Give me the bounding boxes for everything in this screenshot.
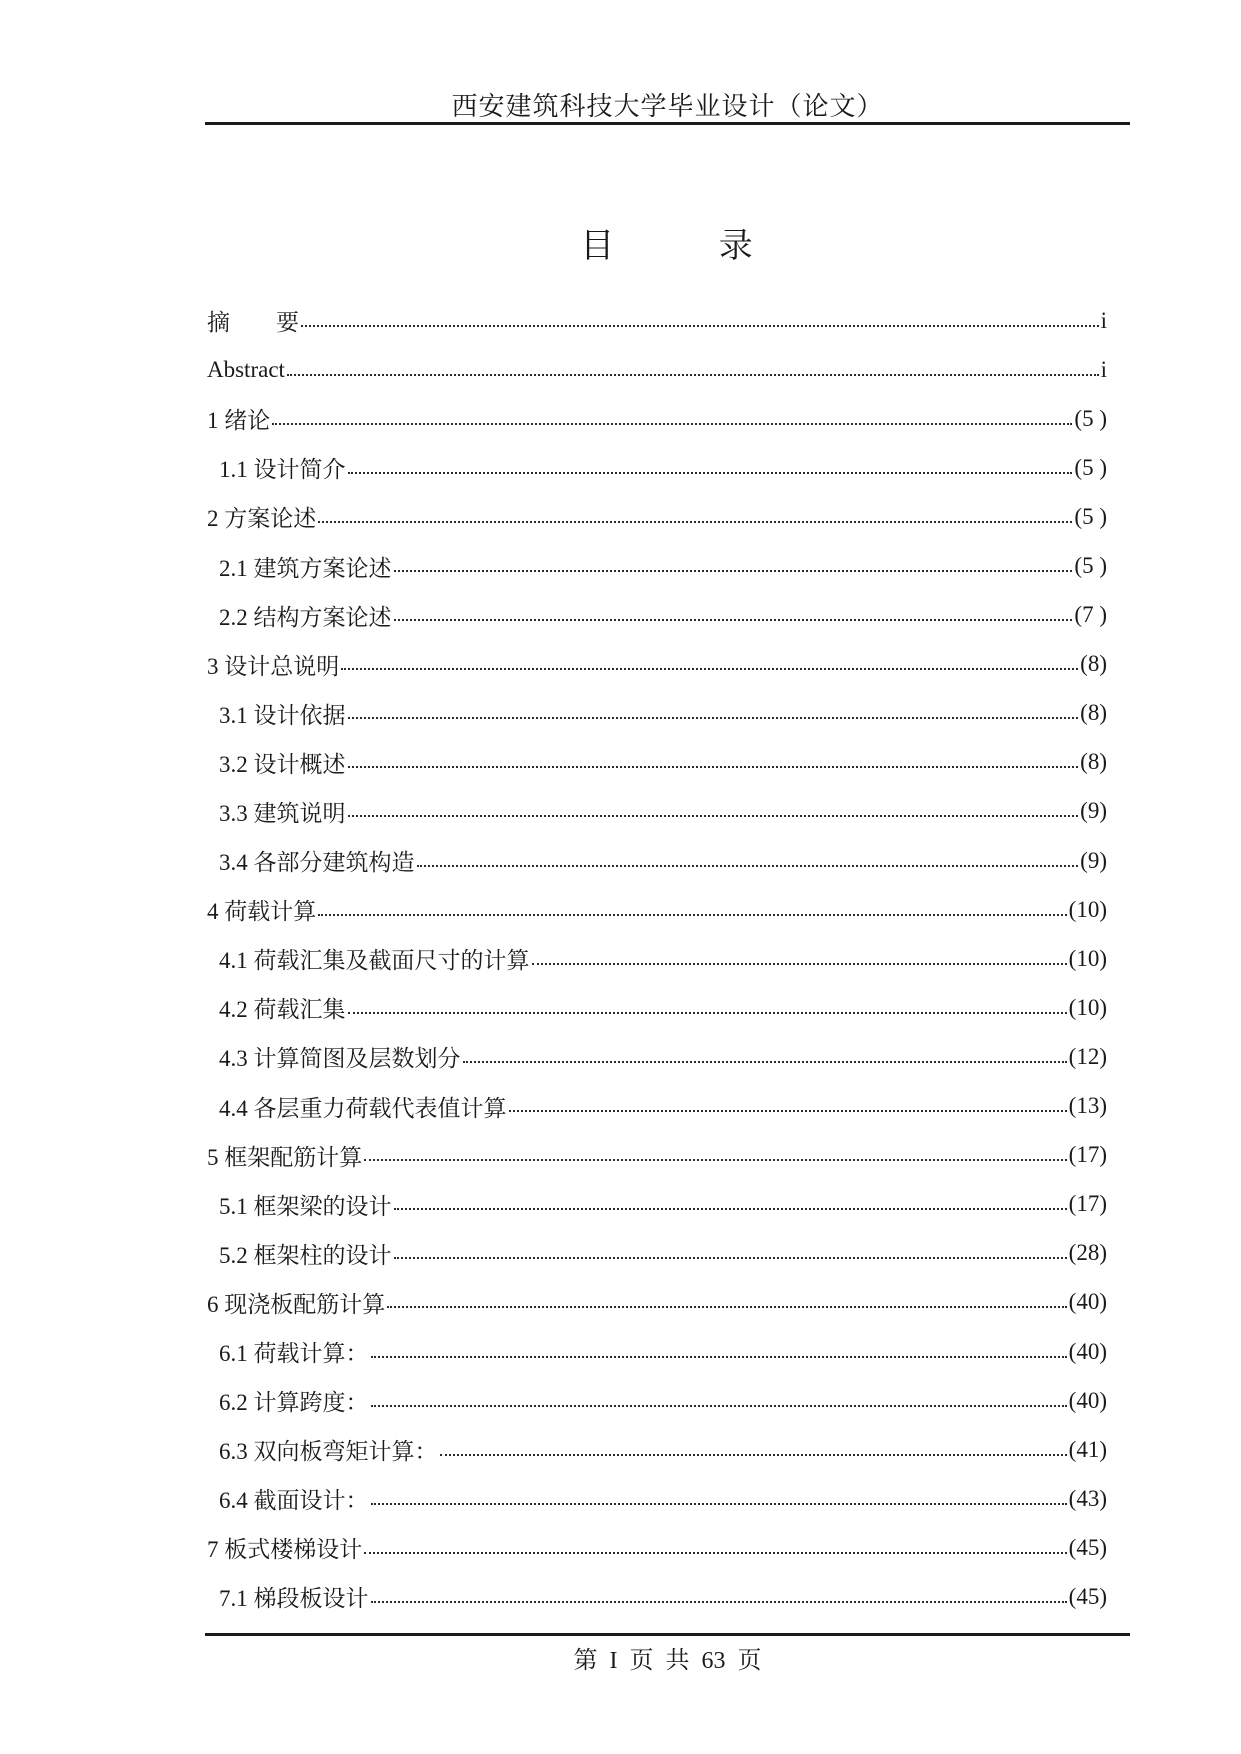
toc-entry[interactable] [207, 1082, 1107, 1131]
toc-entry-label: 2.2 结构方案论述 [219, 604, 392, 630]
toc-entry-label: 摘 要 [207, 310, 299, 336]
toc-entry-page: i [1100, 356, 1107, 382]
toc-title: 目 录 [580, 228, 755, 265]
toc-entry-page: (17) [1068, 1142, 1107, 1168]
toc-entry[interactable] [207, 885, 1107, 934]
toc-entry-page: (5 ) [1074, 553, 1107, 579]
toc-entry-page: (5 ) [1074, 405, 1107, 431]
table-of-contents [207, 296, 1107, 1622]
dot-leader [417, 865, 1079, 867]
dot-leader [364, 1552, 1066, 1554]
dot-leader [348, 815, 1079, 817]
dot-leader [364, 1159, 1066, 1161]
toc-entry-page: (9) [1080, 798, 1107, 824]
dot-leader [301, 325, 1099, 327]
toc-entry[interactable] [207, 689, 1107, 738]
dot-leader [272, 423, 1072, 425]
toc-entry-page: (5 ) [1074, 503, 1107, 529]
toc-entry-label: 1 绪论 [207, 408, 271, 434]
dot-leader [394, 1257, 1067, 1259]
toc-entry-label: 3 设计总说明 [207, 653, 340, 679]
toc-entry[interactable] [207, 1180, 1107, 1229]
toc-entry-page: (40) [1068, 1289, 1107, 1315]
toc-entry-page: (8) [1080, 749, 1107, 775]
dot-leader [371, 1356, 1067, 1358]
dot-leader [387, 1306, 1066, 1308]
toc-entry-label: 2.1 建筑方案论述 [219, 555, 392, 581]
toc-entry-label: 7.1 梯段板设计 [219, 1586, 369, 1612]
toc-entry[interactable] [207, 296, 1107, 345]
dot-leader [341, 668, 1078, 670]
running-header: 西安建筑科技大学毕业设计（论文） [451, 92, 884, 121]
toc-entry[interactable] [207, 541, 1107, 590]
toc-entry-label: Abstract [207, 356, 285, 382]
dot-leader [318, 914, 1066, 916]
dot-leader [394, 1208, 1067, 1210]
dot-leader [287, 374, 1099, 376]
toc-entry-label: 5 框架配筋计算 [207, 1144, 363, 1170]
toc-entry-label: 4 荷载计算 [207, 899, 317, 925]
toc-entry[interactable] [207, 787, 1107, 836]
page-footer: 第 I 页 共 63 页 [573, 1648, 762, 1674]
toc-entry-page: (7 ) [1074, 602, 1107, 628]
toc-entry-label: 6.4 截面设计： [219, 1488, 369, 1514]
dot-leader [394, 570, 1073, 572]
toc-entry[interactable] [207, 1327, 1107, 1376]
toc-entry[interactable] [207, 640, 1107, 689]
toc-entry[interactable] [207, 443, 1107, 492]
toc-entry-label: 3.1 设计依据 [219, 702, 346, 728]
toc-entry[interactable] [207, 1425, 1107, 1474]
dot-leader [318, 521, 1072, 523]
dot-leader [463, 1061, 1067, 1063]
toc-entry-label: 3.3 建筑说明 [219, 800, 346, 826]
dot-leader [509, 1110, 1067, 1112]
toc-entry-label: 6.3 双向板弯矩计算： [219, 1439, 438, 1465]
header-rule [205, 122, 1130, 125]
toc-entry-page: (45) [1068, 1583, 1107, 1609]
toc-entry-page: (9) [1080, 847, 1107, 873]
toc-entry-page: i [1100, 307, 1107, 333]
toc-entry[interactable] [207, 591, 1107, 640]
toc-entry[interactable] [207, 738, 1107, 787]
toc-entry-page: (13) [1068, 1093, 1107, 1119]
dot-leader [348, 766, 1079, 768]
toc-entry-label: 6.1 荷载计算： [219, 1341, 369, 1367]
toc-entry-page: (40) [1068, 1338, 1107, 1364]
dot-leader [348, 717, 1079, 719]
toc-entry[interactable] [207, 1278, 1107, 1327]
toc-entry-page: (8) [1080, 651, 1107, 677]
toc-entry[interactable] [207, 1474, 1107, 1523]
toc-entry-page: (41) [1068, 1436, 1107, 1462]
toc-entry[interactable] [207, 1523, 1107, 1572]
dot-leader [348, 1012, 1067, 1014]
toc-entry-label: 4.2 荷载汇集 [219, 997, 346, 1023]
toc-entry[interactable] [207, 1376, 1107, 1425]
toc-entry-label: 5.2 框架柱的设计 [219, 1242, 392, 1268]
toc-entry[interactable] [207, 934, 1107, 983]
toc-entry-label: 3.2 设计概述 [219, 751, 346, 777]
toc-entry[interactable] [207, 394, 1107, 443]
dot-leader [532, 963, 1067, 965]
toc-entry-page: (8) [1080, 700, 1107, 726]
toc-entry-page: (45) [1068, 1534, 1107, 1560]
toc-entry[interactable] [207, 1032, 1107, 1081]
toc-entry-label: 6.2 计算跨度： [219, 1390, 369, 1416]
dot-leader [371, 1601, 1067, 1603]
toc-entry-page: (10) [1068, 896, 1107, 922]
toc-entry[interactable] [207, 983, 1107, 1032]
toc-entry-label: 4.1 荷载汇集及截面尺寸的计算 [219, 948, 530, 974]
dot-leader [371, 1503, 1067, 1505]
toc-entry-page: (12) [1068, 1043, 1107, 1069]
toc-entry[interactable] [207, 836, 1107, 885]
toc-entry-page: (10) [1068, 945, 1107, 971]
toc-entry-page: (5 ) [1074, 454, 1107, 480]
dot-leader [348, 472, 1073, 474]
toc-entry[interactable] [207, 1229, 1107, 1278]
toc-entry-label: 4.3 计算简图及层数划分 [219, 1046, 461, 1072]
dot-leader [394, 619, 1073, 621]
dot-leader [440, 1454, 1067, 1456]
toc-entry-page: (28) [1068, 1240, 1107, 1266]
toc-entry-page: (10) [1068, 994, 1107, 1020]
toc-entry-label: 3.4 各部分建筑构造 [219, 850, 415, 876]
toc-entry-label: 4.4 各层重力荷载代表值计算 [219, 1095, 507, 1121]
footer-rule [205, 1633, 1130, 1636]
toc-entry-label: 7 板式楼梯设计 [207, 1537, 363, 1563]
toc-entry-page: (43) [1068, 1485, 1107, 1511]
toc-entry-page: (17) [1068, 1191, 1107, 1217]
toc-entry-label: 1.1 设计简介 [219, 457, 346, 483]
toc-entry[interactable] [207, 1572, 1107, 1621]
toc-entry-label: 2 方案论述 [207, 506, 317, 532]
dot-leader [371, 1405, 1067, 1407]
toc-entry-label: 5.1 框架梁的设计 [219, 1193, 392, 1219]
toc-entry[interactable] [207, 492, 1107, 541]
toc-entry-label: 6 现浇板配筋计算 [207, 1291, 386, 1317]
toc-entry-page: (40) [1068, 1387, 1107, 1413]
toc-entry[interactable] [207, 345, 1107, 394]
toc-entry[interactable] [207, 1131, 1107, 1180]
